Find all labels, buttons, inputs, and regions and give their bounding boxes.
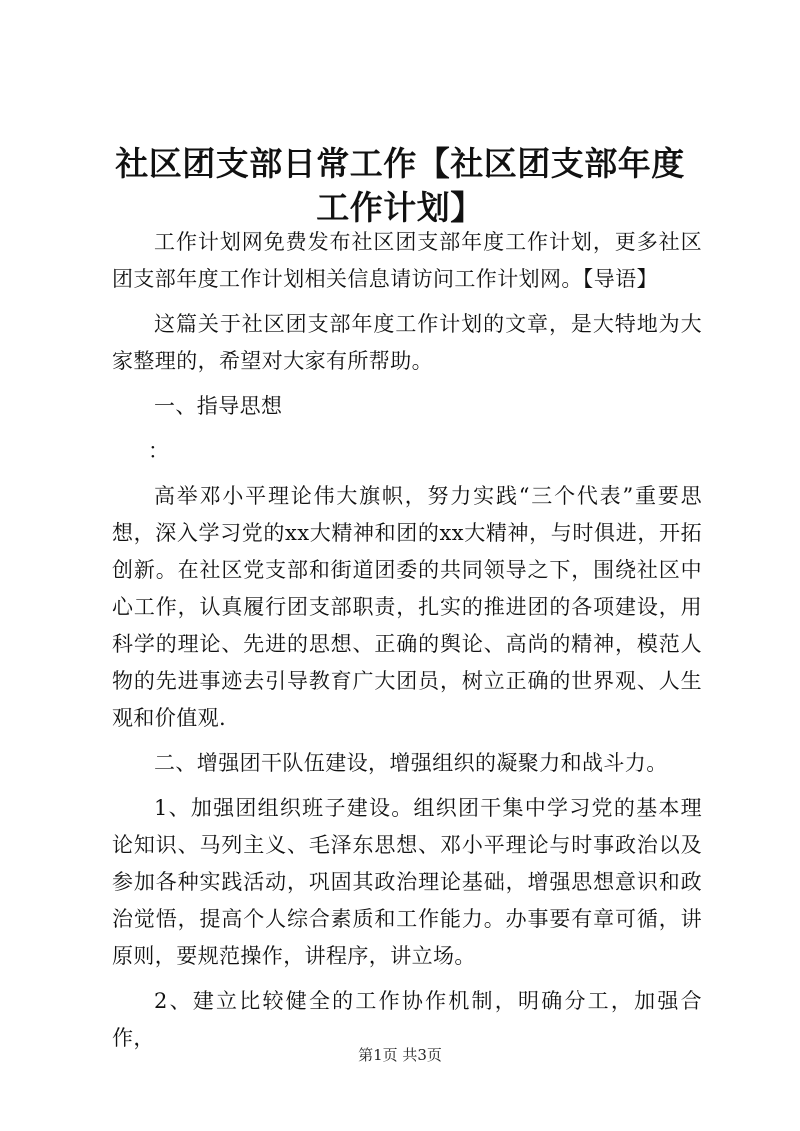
section-heading-guiding-ideology: 一、指导思想	[154, 394, 283, 418]
paragraph-guiding-ideology: 高举邓小平理论伟大旗帜，努力实践“三个代表”重要思想，深入学习党的xx大精神和团的xx大精神，与时俱进，开拓创新。在社区党支部和街道团委的共同领导之下，围绕社区中心工作，认真履行团支部职责，扎实的推进团的各项建设，用科学的理论、先进的思想、正确的舆论、高尚的精神，模范人物的先进事迹去引导教育广大团员，树立正确的世界观、人生观和价值观.	[112, 484, 702, 730]
paragraph-item-2: 2、建立比较健全的工作协作机制，明确分工，加强合作，	[112, 989, 702, 1050]
document-title: 社区团支部日常工作【社区团支部年度工作计划】	[115, 144, 685, 227]
section-heading-team-building: 二、增强团干队伍建设，增强组织的凝聚力和战斗力。	[154, 751, 668, 775]
paragraph-colon: ：	[148, 439, 170, 463]
paragraph-guide: 这篇关于社区团支部年度工作计划的文章，是大特地为大家整理的，希望对大家有所帮助。	[112, 312, 702, 373]
paragraph-intro: 工作计划网免费发布社区团支部年度工作计划，更多社区团支部年度工作计划相关信息请访问工作计划网。【导语】	[112, 230, 702, 291]
page-footer: 第1页 共3页	[358, 1046, 442, 1064]
document-body	[112, 224, 702, 1065]
paragraph-item-1: 1、加强团组织班子建设。组织团干集中学习党的基本理论知识、马列主义、毛泽东思想、邓小平理论与时事政治以及参加各种实践活动，巩固其政治理论基础，增强思想意识和政治觉悟，提高个人综合素质和工作能力。办事要有章可循，讲原则，要规范操作，讲程序，讲立场。	[112, 796, 702, 968]
